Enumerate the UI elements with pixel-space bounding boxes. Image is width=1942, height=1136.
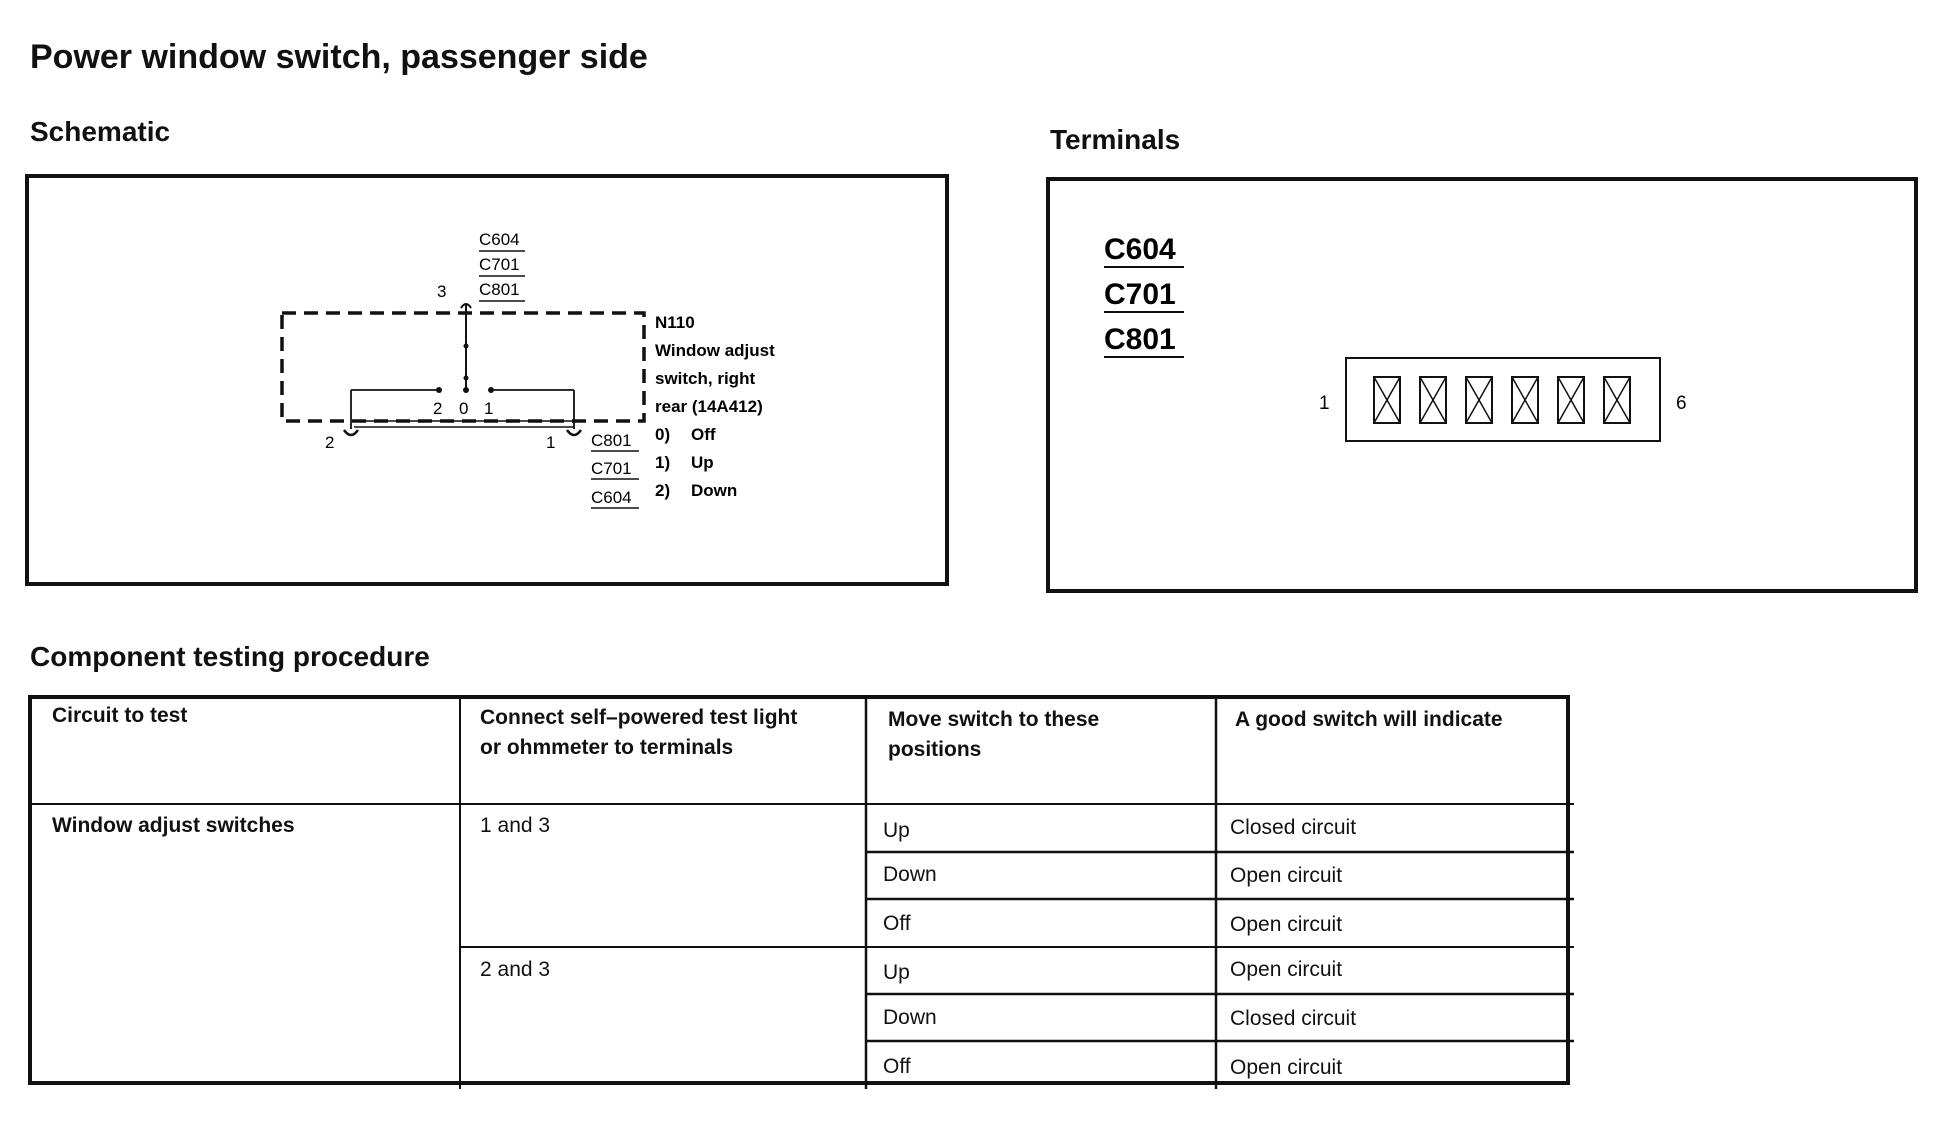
position-label-2: 2 [433, 399, 443, 418]
terminals-heading: Terminals [1050, 124, 1181, 155]
component-desc-1: Window adjust [655, 341, 775, 360]
result-g2-r2: Closed circuit [1230, 1007, 1357, 1030]
connector-body [1346, 358, 1660, 441]
bottom-connector-2: C701 [591, 459, 632, 478]
top-connector-1: C604 [479, 230, 520, 249]
schematic-panel [25, 174, 949, 586]
position-g2-r2: Down [883, 1006, 937, 1029]
result-g1-r2: Open circuit [1230, 864, 1343, 887]
terminal-connector-2: C701 [1104, 278, 1176, 311]
position-g2-r3: Off [883, 1055, 911, 1078]
pin-top-label: 3 [437, 282, 447, 301]
switch-position-label-2: Down [691, 481, 738, 500]
header-connect-line2: or ohmmeter to terminals [480, 736, 734, 759]
position-g1-r2: Down [883, 863, 937, 886]
switch-position-num-1: 1) [655, 453, 671, 472]
switch-position-label-1: Up [691, 453, 714, 472]
bottom-connector-3: C604 [591, 488, 632, 507]
terminal-connector-1: C604 [1104, 233, 1176, 266]
terminals-diagram [1050, 181, 1922, 597]
terminals-group-2: 2 and 3 [480, 958, 551, 981]
schematic-diagram [29, 178, 953, 590]
header-move-line2: positions [888, 738, 982, 761]
page-title: Power window switch, passenger side [30, 38, 648, 76]
terminals-panel [1046, 177, 1918, 593]
result-g2-r1: Open circuit [1230, 958, 1343, 981]
position-label-0: 0 [459, 399, 469, 418]
component-id: N110 [655, 313, 695, 332]
header-connect-line1: Connect self–powered test light [480, 706, 798, 729]
result-g1-r1: Closed circuit [1230, 816, 1357, 839]
component-desc-2: switch, right [655, 369, 756, 388]
circuit-name: Window adjust switches [52, 814, 295, 837]
position-label-1: 1 [484, 399, 494, 418]
top-connector-3: C801 [479, 280, 520, 299]
header-move-line1: Move switch to these [888, 708, 1100, 731]
pin-start-label: 1 [1319, 393, 1330, 414]
result-g2-r3: Open circuit [1230, 1056, 1343, 1079]
position-g1-r1: Up [883, 819, 910, 842]
component-desc-3: rear (14A412) [655, 397, 763, 416]
switch-position-label-0: Off [691, 425, 716, 444]
procedure-table [28, 695, 1570, 1085]
header-circuit: Circuit to test [52, 704, 188, 727]
position-g1-r3: Off [883, 912, 911, 935]
result-g1-r3: Open circuit [1230, 913, 1343, 936]
pin-end-label: 6 [1676, 393, 1687, 414]
header-result: A good switch will indicate [1235, 708, 1503, 731]
switch-position-num-2: 2) [655, 481, 671, 500]
terminal-connector-3: C801 [1104, 323, 1176, 356]
position-g2-r1: Up [883, 961, 910, 984]
top-connector-2: C701 [479, 255, 520, 274]
pin-left-label: 2 [325, 433, 335, 452]
switch-position-num-0: 0) [655, 425, 671, 444]
schematic-heading: Schematic [30, 116, 171, 147]
terminals-group-1: 1 and 3 [480, 814, 551, 837]
bottom-connector-1: C801 [591, 431, 632, 450]
procedure-heading: Component testing procedure [30, 641, 430, 672]
pin-right-label: 1 [546, 433, 556, 452]
